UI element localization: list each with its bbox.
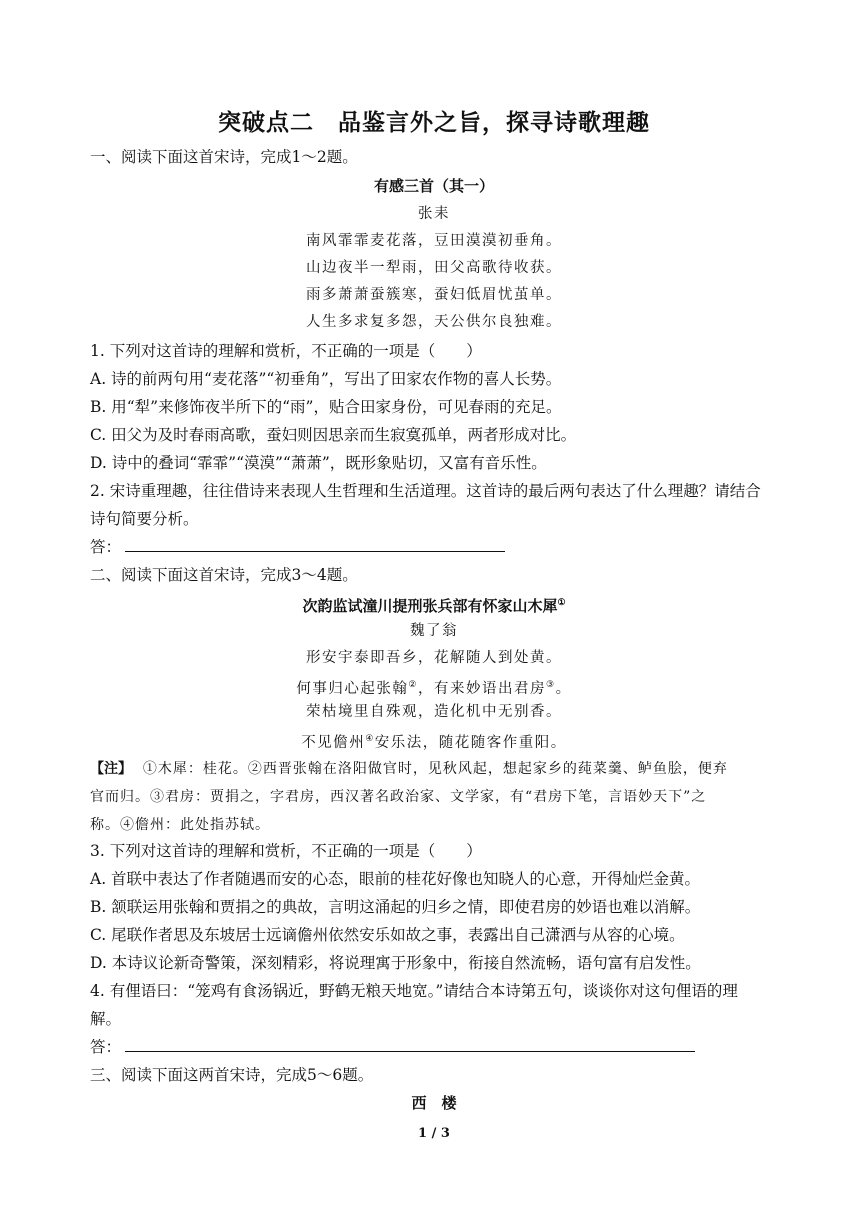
poem3-title: 西 楼 xyxy=(411,1094,457,1112)
question-1: 1. 下列对这首诗的理解和赏析，不正确的一项是（ ） xyxy=(90,342,482,360)
question-4-line2: 解。 xyxy=(90,1010,122,1028)
footnote-mark: ② xyxy=(408,680,418,690)
note-line-3: 称。④儋州：此处指苏轼。 xyxy=(90,817,270,833)
poem2-line-part: ，有来妙语出君房 xyxy=(418,680,546,697)
poem2-line: 荣枯境里自殊观，造化机中无别香。 xyxy=(306,704,562,720)
poem2-title-text: 次韵监试潼川提刑张兵部有怀家山木犀 xyxy=(302,597,558,615)
question-3: 3. 下列对这首诗的理解和赏析，不正确的一项是（ ） xyxy=(90,842,482,860)
poem2-line xyxy=(0,674,868,700)
poem2-line xyxy=(0,728,868,754)
answer-blank[interactable] xyxy=(125,537,505,552)
footnote-mark: ③ xyxy=(546,680,556,690)
section1-heading: 一、阅读下面这首宋诗，完成1～2题。 xyxy=(90,148,358,166)
answer-line-2 xyxy=(90,536,790,558)
page-number: 1 / 3 xyxy=(418,1126,450,1141)
note-text: ①木犀：桂花。②西晋张翰在洛阳做官时，见秋风起，想起家乡的莼菜羹、鲈鱼脍，便弃 xyxy=(142,761,728,777)
q3-option-a: A. 首联中表达了作者随遇而安的心态，眼前的桂花好像也知晓人的心意，开得灿烂金黄。 xyxy=(90,870,701,888)
note-label: 【注】 xyxy=(90,761,132,777)
answer-blank[interactable] xyxy=(125,1037,695,1052)
q1-option-a: A. 诗的前两句用“麦花落”“初垂角”，写出了田家农作物的喜人长势。 xyxy=(90,370,562,388)
poem2-line-part: 。 xyxy=(555,680,572,697)
question-4-line1: 4. 有俚语曰：“笼鸡有食汤锅近，野鹤无粮天地宽。”请结合本诗第五句，谈谈你对这句俚语的理 xyxy=(90,982,738,1000)
note-line-2: 官而归。③君房：贾捐之，字君房，西汉著名政治家、文学家，有“君房下笔，言语妙天下”之 xyxy=(90,789,707,805)
section2-heading: 二、阅读下面这首宋诗，完成3～4题。 xyxy=(90,566,358,584)
q1-option-c: C. 田父为及时春雨高歌，蚕妇则因思亲而生寂寞孤单，两者形成对比。 xyxy=(90,426,577,444)
answer-label: 答： xyxy=(90,538,122,556)
poem1-author: 张耒 xyxy=(418,206,450,222)
poem1-line: 雨多萧萧蚕簇寒，蚕妇低眉忧茧单。 xyxy=(306,287,562,303)
poem2-line-part: 何事归心起张翰 xyxy=(296,680,409,697)
q3-option-d: D. 本诗议论新奇警策，深刻精彩，将说理寓于形象中，衔接自然流畅，语句富有启发性。 xyxy=(90,954,701,972)
poem2-title xyxy=(0,592,868,617)
q3-option-b: B. 颔联运用张翰和贾捐之的典故，言明这涌起的归乡之情，即使君房的妙语也难以消解。 xyxy=(90,898,701,916)
section3-heading: 三、阅读下面这两首宋诗，完成5～6题。 xyxy=(90,1066,374,1084)
footnote-mark: ④ xyxy=(365,734,375,744)
poem1-line: 山边夜半一犁雨，田父高歌待收获。 xyxy=(306,260,562,276)
note-line-1 xyxy=(90,756,790,782)
poem1-line: 南风霏霏麦花落，豆田漠漠初垂角。 xyxy=(306,233,562,249)
question-2-line2: 诗句简要分析。 xyxy=(90,510,199,528)
question-2-line1: 2. 宋诗重理趣，往往借诗来表现人生哲理和生活道理。这首诗的最后两句表达了什么理趣？请结合 xyxy=(90,482,761,500)
poem1-line: 人生多求复多怨，天公供尔良独难。 xyxy=(306,314,562,330)
q3-option-c: C. 尾联作者思及东坡居士远谪儋州依然安乐如故之事，表露出自己潇洒与从容的心境。 xyxy=(90,926,685,944)
q1-option-b: B. 用“犁”来修饰夜半所下的“雨”，贴合田家身份，可见春雨的充足。 xyxy=(90,398,562,416)
answer-label: 答： xyxy=(90,1038,122,1056)
poem2-line: 形安宇泰即吾乡，花解随人到处黄。 xyxy=(306,650,562,666)
poem2-line-part: 不见儋州 xyxy=(301,734,366,751)
page-title: 突破点二 品鉴言外之旨，探寻诗歌理趣 xyxy=(218,109,650,136)
answer-line-4 xyxy=(90,1036,790,1058)
poem1-title: 有感三首（其一） xyxy=(373,177,494,195)
footnote-mark: ① xyxy=(557,598,566,608)
poem2-line-part: 安乐法，随花随客作重阳。 xyxy=(374,734,567,751)
poem2-author: 魏了翁 xyxy=(410,623,458,639)
q1-option-d: D. 诗中的叠词“霏霏”“漠漠”“萧萧”，既形象贴切，又富有音乐性。 xyxy=(90,454,547,472)
